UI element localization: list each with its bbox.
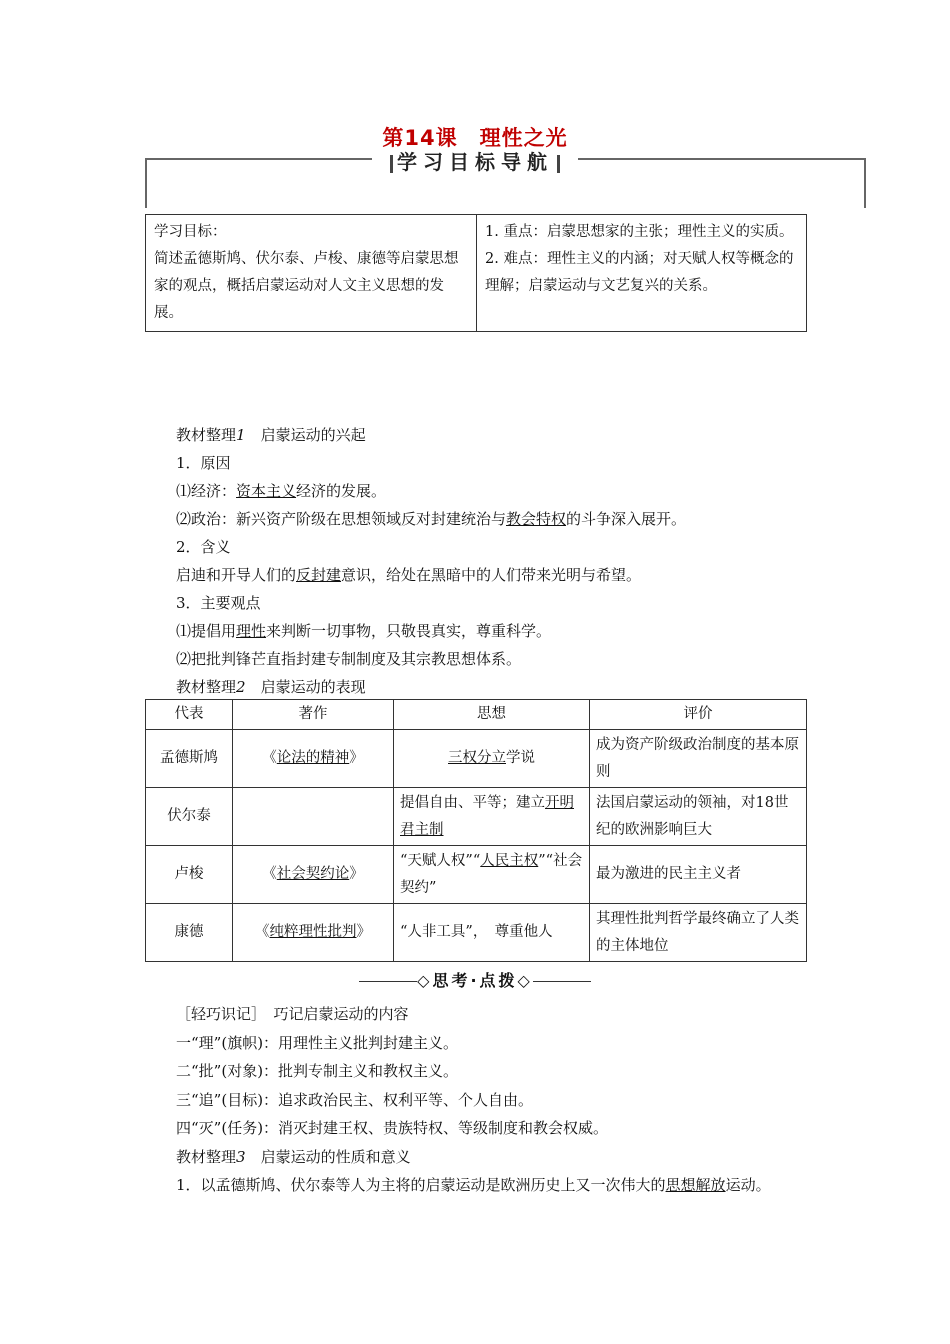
goals-table	[145, 214, 807, 332]
tips-line: 二“批”(对象)：批判专制主义和教权主义。	[176, 1062, 459, 1080]
table-row	[146, 730, 807, 788]
think-label: 思考·点拨	[432, 971, 518, 990]
tips-line: 四“灭”(任务)：消灭封建王权、贵族特权、等级制度和教会权威。	[176, 1119, 609, 1137]
goals-left-label: 学习目标：	[154, 224, 227, 240]
rep-name: 伏尔泰	[146, 788, 233, 846]
col-header: 思想	[394, 700, 590, 730]
section3-para: 1．以孟德斯鸠、伏尔泰等人为主将的启蒙运动是欧洲历史上又一次伟大的思想解放运动。	[176, 1176, 771, 1194]
think-divider: ◇思考·点拨◇	[0, 968, 950, 991]
rep-name: 卢梭	[146, 846, 233, 904]
rep-idea: “人非工具”， 尊重他人	[394, 904, 590, 962]
rep-work	[233, 788, 394, 846]
section1-line: ⑴提倡用理性来判断一切事物，只敬畏真实，尊重科学。	[176, 622, 552, 640]
rep-work: 《纯粹理性批判》	[233, 904, 394, 962]
goals-difficult-point: 2. 难点：理性主义的内涵；对天赋人权等概念的理解；启蒙运动与文艺复兴的关系。	[485, 251, 794, 294]
col-header: 代表	[146, 700, 233, 730]
table-header-row	[146, 700, 807, 730]
section3-heading: 教材整理3 启蒙运动的性质和意义	[176, 1147, 411, 1166]
section1-line: 1．原因	[176, 454, 231, 472]
rep-eval: 其理性批判哲学最终确立了人类的主体地位	[590, 904, 807, 962]
rep-work: 《社会契约论》	[233, 846, 394, 904]
section1-line: ⑵把批判锋芒直指封建专制制度及其宗教思想体系。	[176, 650, 522, 668]
section1	[176, 421, 806, 701]
section1-line: 2．含义	[176, 538, 231, 556]
goals-left-text: 简述孟德斯鸠、伏尔泰、卢梭、康德等启蒙思想家的观点，概括启蒙运动对人文主义思想的发展。	[154, 251, 459, 321]
rep-idea: 三权分立学说	[394, 730, 590, 788]
representatives-table	[145, 699, 807, 962]
goals-key-point: 1. 重点：启蒙思想家的主张；理性主义的实质。	[485, 224, 794, 240]
tips-heading: ［轻巧识记］ 巧记启蒙运动的内容	[176, 1005, 409, 1023]
section1-line: ⑴经济：资本主义经济的发展。	[176, 482, 387, 500]
tips-line: 一“理”(旗帜)：用理性主义批判封建主义。	[176, 1033, 459, 1052]
section2-heading: 教材整理2 启蒙运动的表现	[176, 678, 366, 696]
section1-heading: 教材整理1 启蒙运动的兴起	[176, 426, 366, 444]
rep-name: 孟德斯鸠	[146, 730, 233, 788]
goals-left-cell	[146, 215, 477, 332]
section1-line: 3．主要观点	[176, 594, 261, 612]
table-row	[146, 788, 807, 846]
rep-name: 康德	[146, 904, 233, 962]
tips-section	[176, 1000, 808, 1200]
tips-line: 三“追”(目标)：追求政治民主、权利平等、个人自由。	[176, 1090, 534, 1109]
col-header: 著作	[233, 700, 394, 730]
table-row	[146, 904, 807, 962]
page-title: 第14课 理性之光	[382, 126, 568, 150]
rep-eval: 最为激进的民主主义者	[590, 846, 807, 904]
rep-eval: 成为资产阶级政治制度的基本原则	[590, 730, 807, 788]
nav-title: 学习目标导航	[372, 150, 578, 174]
rep-idea: 提倡自由、平等；建立开明君主制	[394, 788, 590, 846]
col-header: 评价	[590, 700, 807, 730]
goals-right-cell	[477, 215, 807, 332]
rep-work: 《论法的精神》	[233, 730, 394, 788]
divider-line	[359, 981, 417, 982]
table-row	[146, 846, 807, 904]
nav-title-row	[0, 146, 950, 175]
rep-eval: 法国启蒙运动的领袖，对18世纪的欧洲影响巨大	[590, 788, 807, 846]
divider-line	[533, 981, 591, 982]
section1-line: ⑵政治：新兴资产阶级在思想领域反对封建统治与教会特权的斗争深入展开。	[176, 510, 687, 528]
section1-line: 启迪和开导人们的反封建意识，给处在黑暗中的人们带来光明与希望。	[176, 566, 642, 584]
rep-idea: “天赋人权”“人民主权”“社会契约”	[394, 846, 590, 904]
